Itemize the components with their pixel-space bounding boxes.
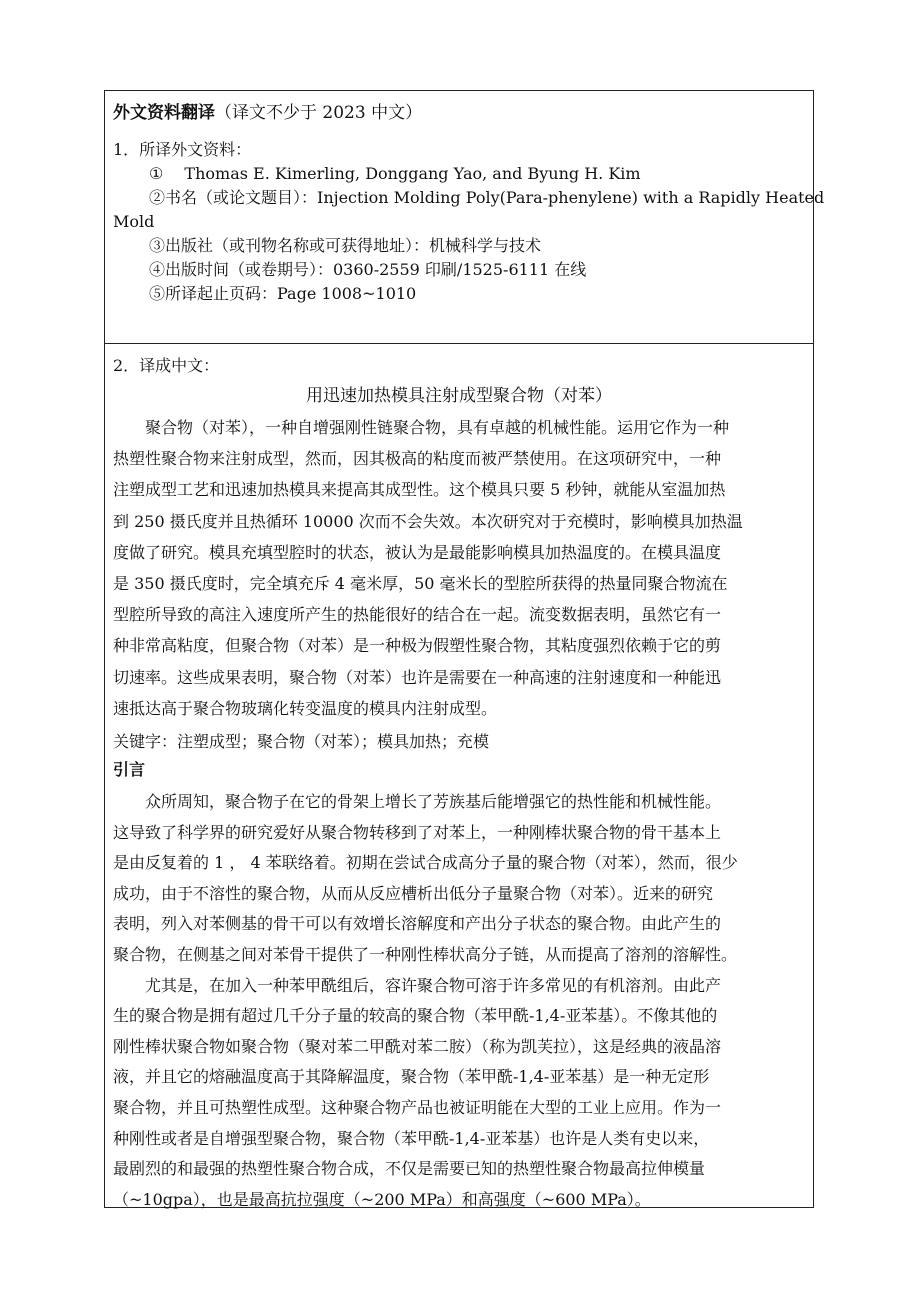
abstract-line: 到 250 摄氏度并且热循环 10000 次而不会失效。本次研究对于充模时，影响模具加热温: [113, 511, 743, 531]
intro-line: 尤其是，在加入一种苯甲酰组后，容许聚合物可溶于许多常见的有机溶剂。由此产: [145, 975, 722, 995]
intro-line: 生的聚合物是拥有超过几千分子量的较高的聚合物（苯甲酰-1,4-亚苯基）。不像其他的: [113, 1006, 718, 1026]
keywords-line: 关键字：注塑成型；聚合物（对苯）；模具加热；充模: [113, 732, 490, 751]
abstract-line: 切速率。这些成果表明，聚合物（对苯）也许是需要在一种高速的注射速度和一种能迅: [113, 667, 722, 687]
abstract-line: 是 350 摄氏度时，完全填充斥 4 毫米厚，50 毫米长的型腔所获得的热量同聚合物流在: [113, 574, 728, 593]
source-publication-time: ④出版时间（或卷期号）：0360-2559 印刷/1525-6111 在线: [149, 260, 587, 279]
intro-line: 刚性棒状聚合物如聚合物（聚对苯二甲酰对苯二胺）（称为凯芙拉），这是经典的液晶溶: [113, 1036, 722, 1056]
document-frame: [104, 90, 825, 1209]
intro-line: 最剧烈的和最强的热塑性聚合物合成，不仅是需要已知的热塑性聚合物最高拉伸模量: [113, 1159, 706, 1179]
intro-line: 这导致了科学界的研究爱好从聚合物转移到了对苯上，一种刚棒状聚合物的骨干基本上: [113, 822, 722, 842]
intro-line: 种刚性或者是自增强型聚合物，聚合物（苯甲酰-1,4-亚苯基）也许是人类有史以来，: [113, 1128, 710, 1148]
abstract-line: 聚合物（对苯），一种自增强刚性链聚合物，具有卓越的机械性能。运用它作为一种: [145, 418, 730, 437]
abstract-line: 速抵达高于聚合物玻璃化转变温度的模具内注射成型。: [113, 698, 498, 718]
source-book-title-line2: Mold: [113, 212, 155, 231]
intro-line: 众所周知，聚合物子在它的骨架上增长了芳族基后能增强它的热性能和机械性能。: [145, 792, 722, 811]
intro-line: 成功，由于不溶性的聚合物，从而从反应槽析出低分子量聚合物（对苯）。近来的研究: [113, 883, 714, 903]
abstract-line: 热塑性聚合物来注射成型，然而，因其极高的粘度而被严禁使用。在这项研究中，一种: [113, 449, 722, 469]
source-book-title-line1: ②书名（或论文题目）：Injection Molding Poly(Para-phenylene) with a Rapidly Heated: [149, 188, 825, 207]
intro-line: 表明，列入对苯侧基的骨干可以有效增长溶解度和产出分子状态的聚合物。由此产生的: [113, 914, 722, 934]
source-authors: ① Thomas E. Kimerling, Donggang Yao, and Byung H. Kim: [149, 164, 641, 183]
translation-title: 用迅速加热模具注射成型聚合物（对苯）: [306, 386, 612, 406]
document-title: 外文资料翻译（译文不少于 2023 中文）: [113, 103, 423, 123]
source-heading: 1．所译外文资料：: [113, 140, 252, 159]
intro-heading: 引言: [113, 760, 146, 779]
section-divider: [105, 343, 813, 344]
intro-line: 是由反复着的 1 ， 4 苯联络着。初期在尝试合成高分子量的聚合物（对苯），然而，很少: [113, 853, 738, 873]
abstract-line: 度做了研究。模具充填型腔时的状态，被认为是最能影响模具加热温度的。在模具温度: [113, 542, 722, 562]
source-publisher: ③出版社（或刊物名称或可获得地址）：机械科学与技术: [149, 236, 542, 255]
abstract-line: 型腔所导致的高注入速度所产生的热能很好的结合在一起。流变数据表明，虽然它有一: [113, 605, 722, 625]
intro-line: （~10gpa），也是最高抗拉强度（~200 MPa）和高强度（~600 MPa）。: [113, 1189, 651, 1209]
intro-line: 液，并且它的熔融温度高于其降解温度，聚合物（苯甲酰-1,4-亚苯基）是一种无定形: [113, 1067, 710, 1087]
source-pages: ⑤所译起止页码：Page 1008~1010: [149, 284, 417, 303]
intro-line: 聚合物，在侧基之间对苯骨干提供了一种刚性棒状高分子链，从而提高了溶剂的溶解性。: [113, 945, 738, 964]
abstract-line: 种非常高粘度，但聚合物（对苯）是一种极为假塑性聚合物，其粘度强烈依赖于它的剪: [113, 636, 722, 656]
intro-line: 聚合物，并且可热塑性成型。这种聚合物产品也被证明能在大型的工业上应用。作为一: [113, 1098, 722, 1117]
abstract-line: 注塑成型工艺和迅速加热模具来提高其成型性。这个模具只要 5 秒钟，就能从室温加热: [113, 480, 726, 500]
translation-heading: 2．译成中文：: [113, 356, 220, 375]
